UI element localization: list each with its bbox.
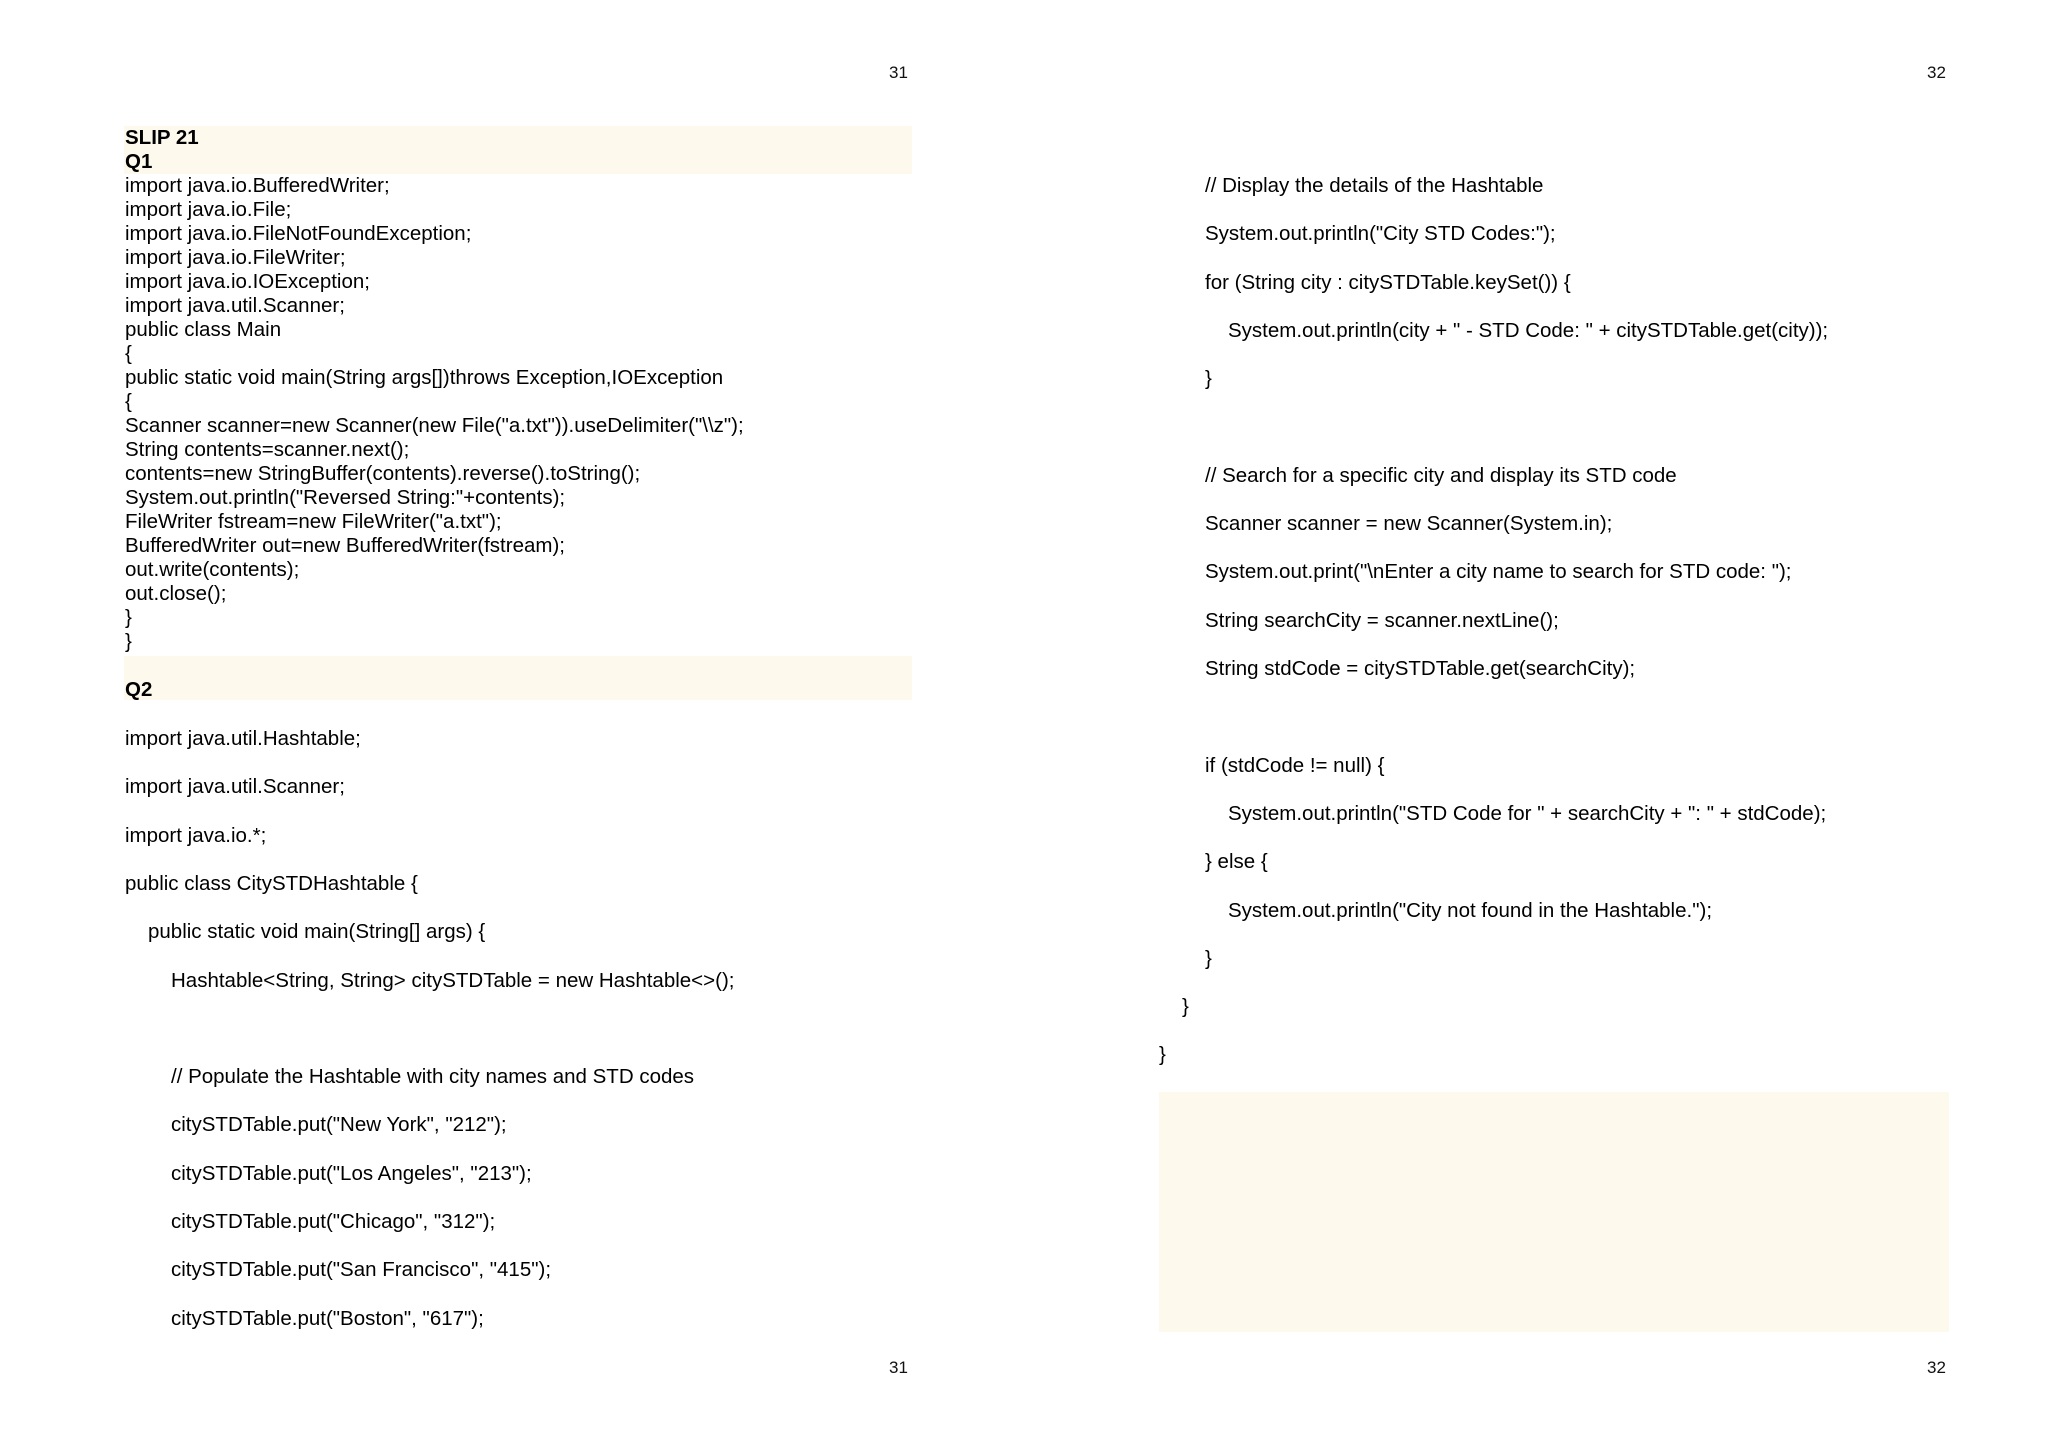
code-line: citySTDTable.put("New York", "212"); (171, 1113, 507, 1137)
page-number-top: 31 (889, 63, 908, 82)
code-line: } (1182, 995, 1189, 1019)
code-line: out.close(); (125, 582, 227, 605)
code-line: } (125, 630, 132, 653)
page-number-bottom: 32 (1927, 1358, 1946, 1377)
code-line: System.out.println("Reversed String:"+contents); (125, 486, 566, 509)
code-line: System.out.print("\nEnter a city name to search for STD code: "); (1205, 560, 1792, 584)
code-line: System.out.println("City STD Codes:"); (1205, 222, 1556, 246)
page-number-top: 32 (1927, 63, 1946, 82)
code-line: } (1205, 367, 1212, 391)
code-line: import java.io.IOException; (125, 270, 370, 293)
code-line: import java.io.BufferedWriter; (125, 174, 390, 197)
code-line: for (String city : citySTDTable.keySet()) { (1205, 270, 1571, 294)
code-line: String contents=scanner.next(); (125, 438, 410, 461)
code-line: String stdCode = citySTDTable.get(searchCity); (1205, 657, 1636, 680)
code-line: citySTDTable.put("Boston", "617"); (171, 1306, 484, 1330)
q2-label: Q2 (125, 678, 153, 701)
code-line: contents=new StringBuffer(contents).reverse().toString(); (125, 462, 641, 485)
code-line: public class CitySTDHashtable { (125, 871, 418, 895)
code-line: citySTDTable.put("Chicago", "312"); (171, 1210, 496, 1233)
q2-header-highlight (124, 656, 912, 700)
code-line: } (1159, 1043, 1166, 1067)
code-line: public static void main(String[] args) { (148, 920, 486, 944)
code-line: Hashtable<String, String> citySTDTable = new Hashtable<>(); (171, 968, 735, 992)
code-line: import java.io.*; (125, 823, 267, 847)
code-line: Scanner scanner=new Scanner(new File("a.txt")).useDelimiter("\\z"); (125, 414, 744, 437)
slip-header-highlight (124, 126, 912, 174)
code-line: citySTDTable.put("San Francisco", "415"); (171, 1258, 552, 1282)
code-line: import java.io.File; (125, 198, 292, 221)
code-line: } (1205, 946, 1212, 970)
code-line: import java.io.FileWriter; (125, 246, 346, 269)
page-number-bottom: 31 (889, 1358, 908, 1377)
right-page (1024, 0, 2048, 1448)
code-line: System.out.println("STD Code for " + searchCity + ": " + stdCode); (1228, 801, 1827, 825)
code-line: BufferedWriter out=new BufferedWriter(fstream); (125, 534, 565, 557)
code-line: out.write(contents); (125, 558, 300, 581)
code-line: } (125, 606, 132, 629)
code-line: import java.util.Scanner; (125, 294, 345, 317)
code-line: public class Main (125, 318, 282, 341)
code-line: import java.io.FileNotFoundException; (125, 222, 472, 245)
code-line: { (125, 390, 132, 413)
q1-label: Q1 (125, 150, 153, 173)
code-line: System.out.println(city + " - STD Code: " + citySTDTable.get(city)); (1228, 318, 1829, 342)
code-line: Scanner scanner = new Scanner(System.in); (1205, 512, 1613, 536)
code-line: // Search for a specific city and display its STD code (1205, 463, 1677, 487)
code-line: { (125, 342, 132, 365)
code-line: FileWriter fstream=new FileWriter("a.txt"); (125, 510, 502, 533)
code-line: String searchCity = scanner.nextLine(); (1205, 608, 1559, 632)
code-line: if (stdCode != null) { (1205, 753, 1385, 777)
code-line: System.out.println("City not found in the Hashtable."); (1228, 898, 1713, 922)
code-line: // Populate the Hashtable with city names and STD codes (171, 1065, 695, 1089)
slip-title: SLIP 21 (125, 126, 199, 149)
code-line: import java.util.Scanner; (125, 775, 345, 799)
code-line: citySTDTable.put("Los Angeles", "213"); (171, 1161, 532, 1185)
code-line: import java.util.Hashtable; (125, 727, 361, 750)
code-line: } else { (1205, 850, 1268, 874)
code-line: // Display the details of the Hashtable (1205, 174, 1544, 197)
empty-highlight-box (1159, 1092, 1949, 1332)
code-line: public static void main(String args[])throws Exception,IOException (125, 366, 724, 389)
